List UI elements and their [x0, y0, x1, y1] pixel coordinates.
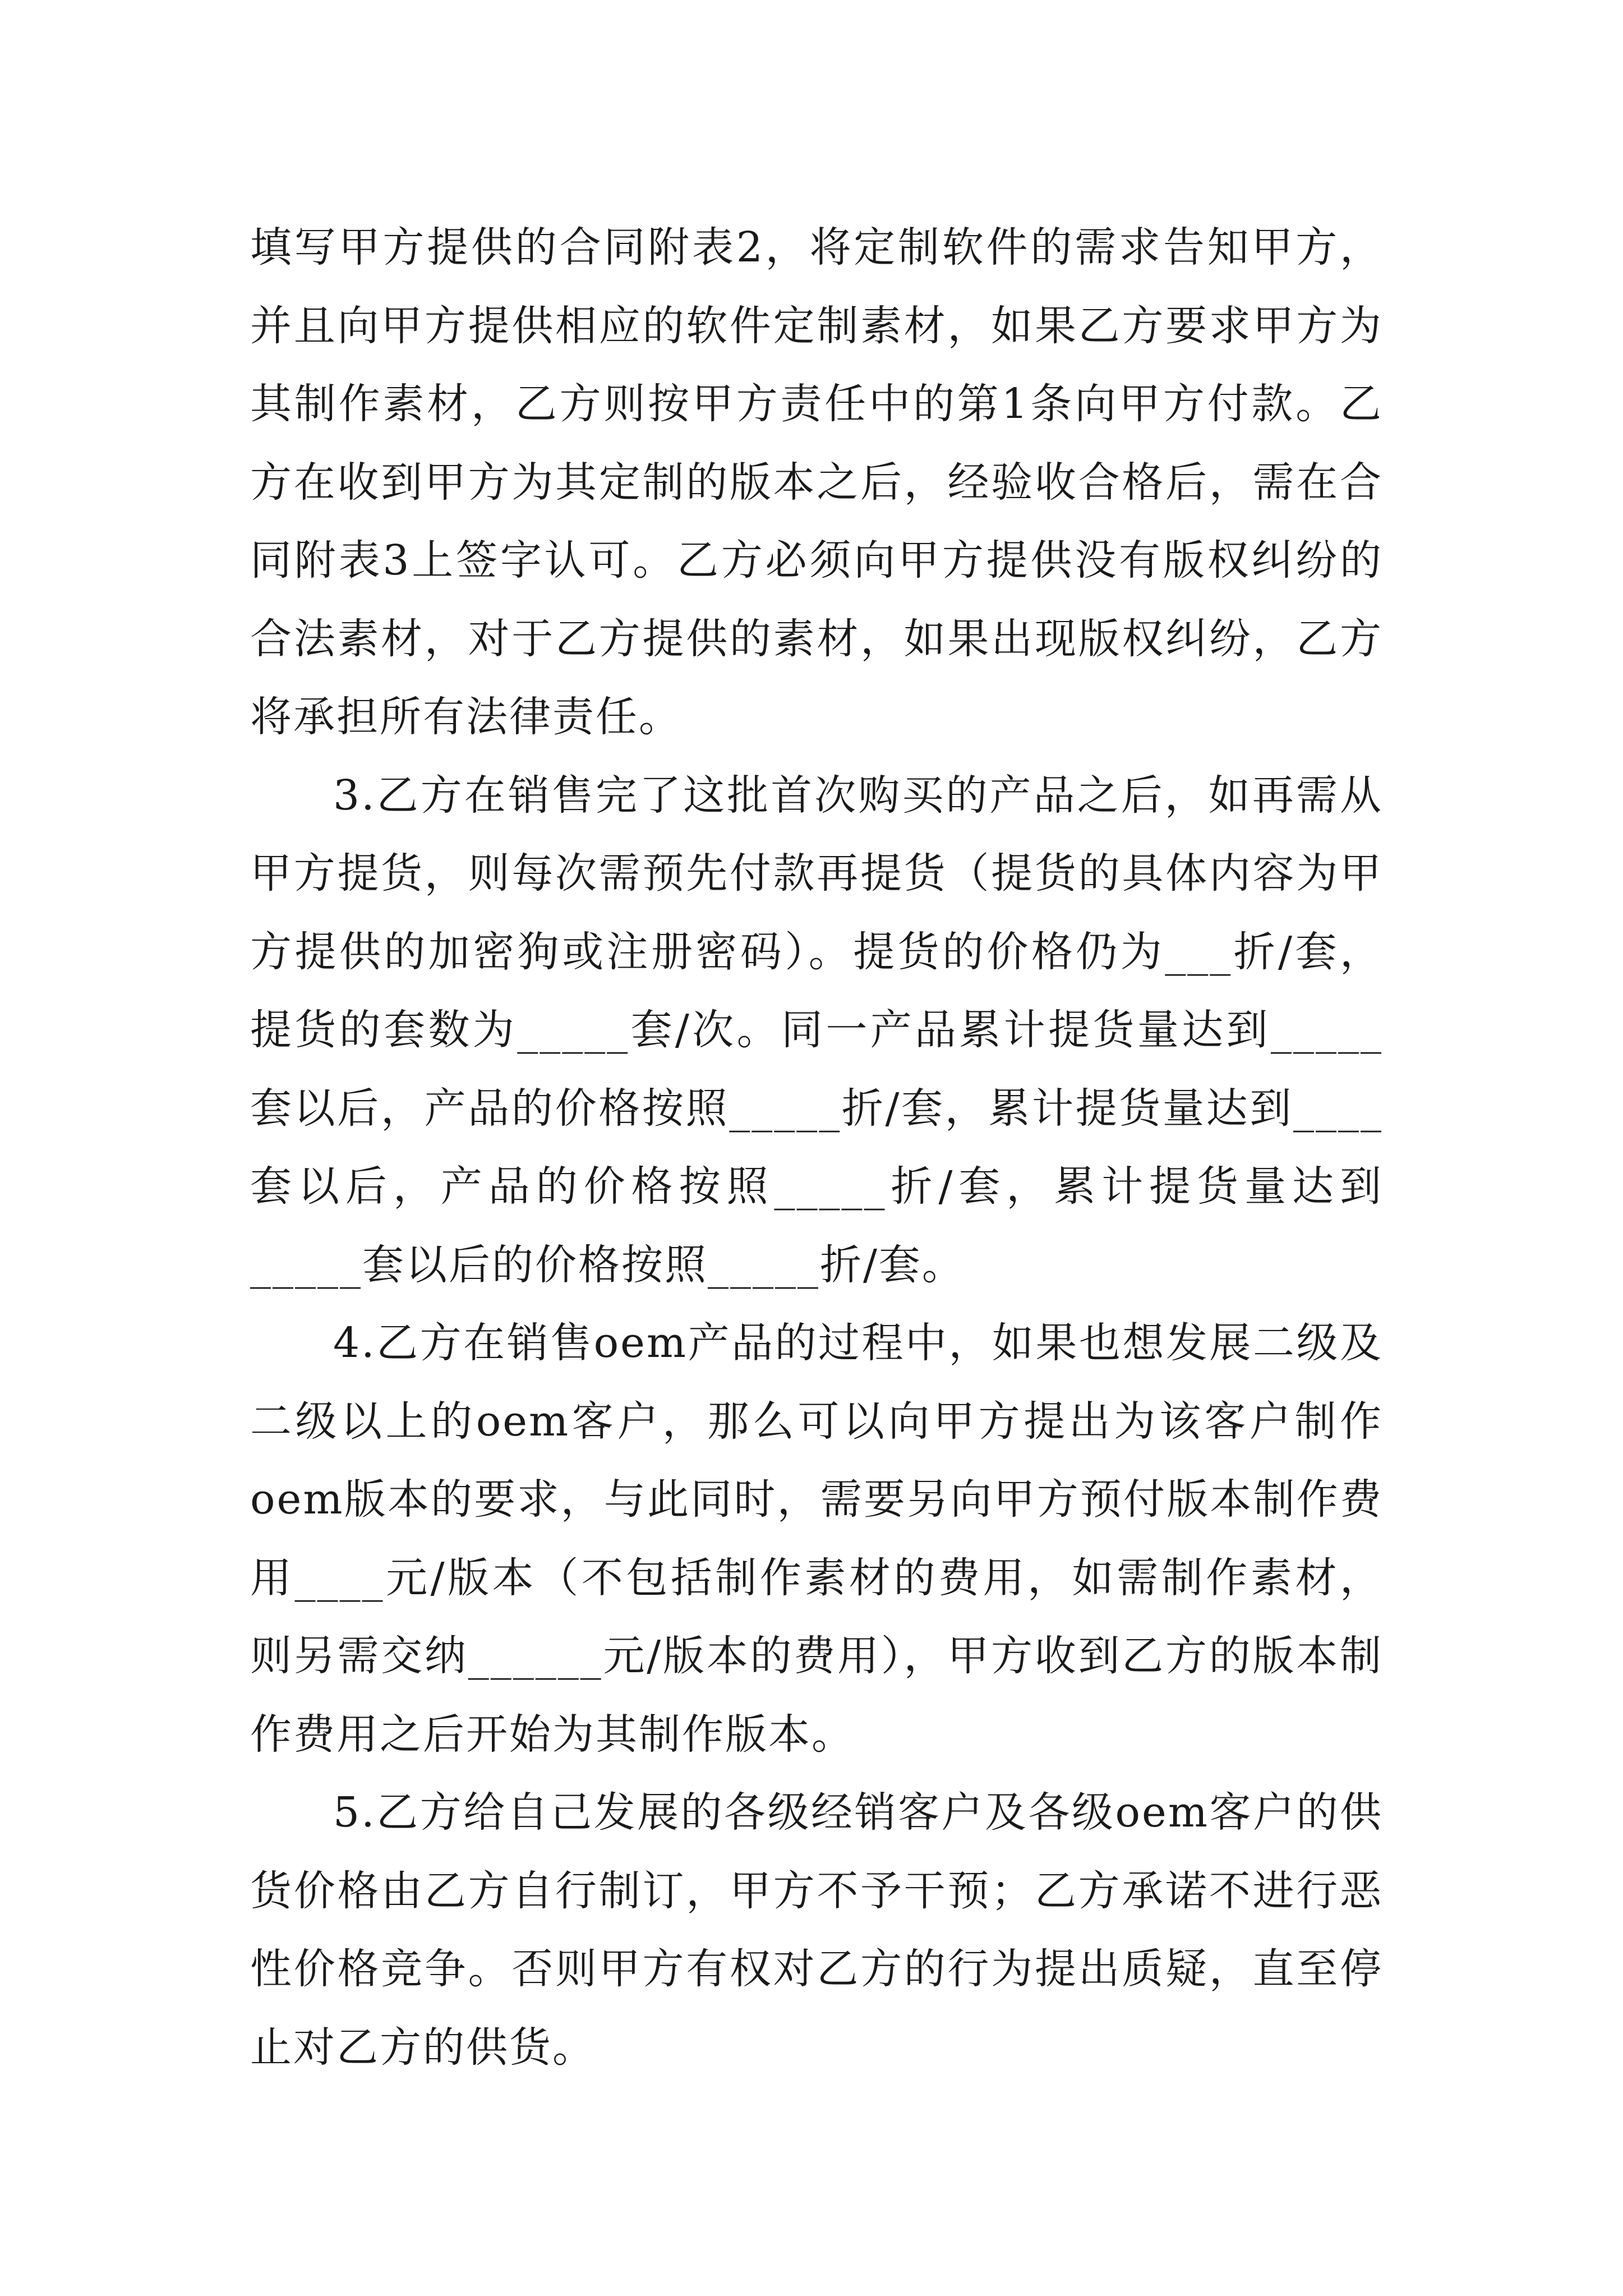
paragraph-clause-3: 3.乙方在销售完了这批首次购买的产品之后，如再需从甲方提货，则每次需预先付款再提货（提货的具体内容为甲方提供的加密狗或注册密码）。提货的价格仍为___折/套，提货的套数为_____套/次。同一产品累计提货量达到_____套以后，产品的价格按照_____折/套，累计提货量达到____套以后，产品的价格按照_____折/套，累计提货量达到_____套以后的价格按照_____折/套。: [250, 771, 1383, 1289]
paragraph-clause-5: 5.乙方给自己发展的各级经销客户及各级oem客户的供货价格由乙方自行制订，甲方不予干预；乙方承诺不进行恶性价格竞争。否则甲方有权对乙方的行为提出质疑，直至停止对乙方的供货。: [250, 1788, 1383, 2072]
paragraph-clause-4: 4.乙方在销售oem产品的过程中，如果也想发展二级及二级以上的oem客户，那么可以向甲方提出为该客户制作oem版本的要求，与此同时，需要另向甲方预付版本制作费用____元/版本（不包括制作素材的费用，如需制作素材，则另需交纳______元/版本的费用），甲方收到乙方的版本制作费用之后开始为其制作版本。: [250, 1319, 1383, 1759]
paragraph-continuation: 填写甲方提供的合同附表2，将定制软件的需求告知甲方，并且向甲方提供相应的软件定制素材，如果乙方要求甲方为其制作素材，乙方则按甲方责任中的第1条向甲方付款。乙方在收到甲方为其定制的版本之后，经验收合格后，需在合同附表3上签字认可。乙方必须向甲方提供没有版权纠纷的合法素材，对于乙方提供的素材，如果出现版权纠纷，乙方将承担所有法律责任。: [250, 223, 1383, 741]
contract-body: [250, 209, 1383, 2087]
